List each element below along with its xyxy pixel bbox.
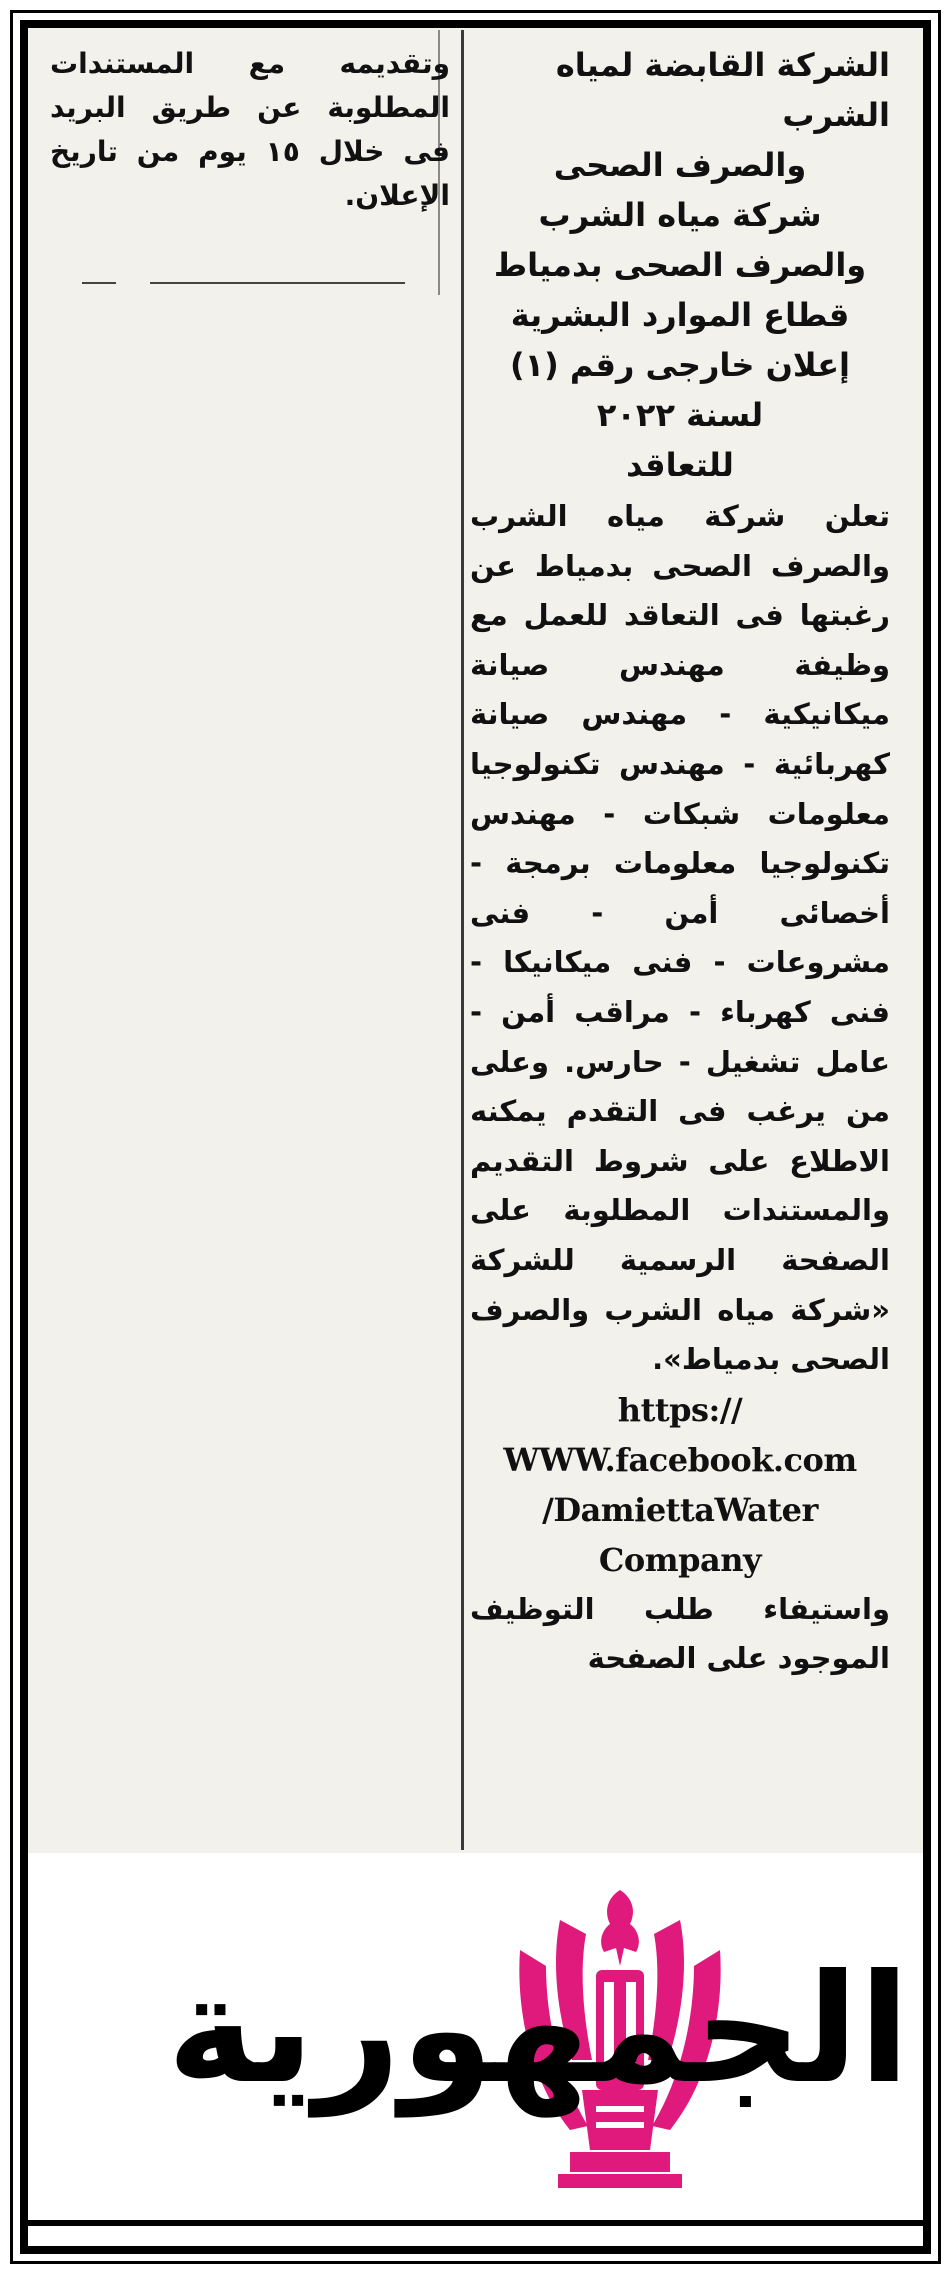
heading-line-7: لسنة ٢٠٢٢ [596, 396, 764, 434]
announcement-tail: واستيفاء طلب التوظيف الموجود على الصفحة [470, 1591, 890, 1676]
bottom-rule [22, 2220, 929, 2226]
announcement-column [470, 40, 890, 1684]
url-line-4: Company [598, 1540, 762, 1579]
heading-line-1: الشركة القابضة لمياه الشرب [555, 46, 890, 134]
heading-line-3: شركة مياه الشرب [538, 196, 822, 234]
url-line-1: https:// [617, 1390, 743, 1429]
heading-line-4: والصرف الصحى بدمياط [493, 246, 867, 284]
url-line-2: WWW.facebook.com [503, 1440, 857, 1479]
announcement-body: تعلن شركة مياه الشرب والصرف الصحى بدمياط عن رغبتها فى التعاقد للعمل مع وظيفة مهندس صيانة ميكانيكية - مهندس صيانة كهربائية - مهندس تكنولوجيا معلومات شبكات - مهندس تكنولوجيا معلومات برمجة - أخصائى أمن - فنى مشروعات - فنى ميكانيكا - فنى كهرباء - مراقب أمن - عامل تشغيل - حارس. وعلى من يرغب فى التقدم يمكنه الاطلاع على شروط التقديم والمستندات المطلوبة على الصفحة الرسمية للشركة «شركة مياه الشرب والصرف الصحى بدمياط». [470, 499, 890, 1377]
left-rule-short [82, 282, 116, 284]
heading-line-5: قطاع الموارد البشرية [510, 296, 850, 334]
url-line-3: /DamiettaWater [542, 1490, 818, 1529]
left-rule-long [150, 282, 405, 284]
heading-line-6: إعلان خارجى رقم (١) [509, 346, 851, 384]
newspaper-masthead: الجمهورية [166, 1943, 910, 2117]
heading-line-8: للتعاقد [626, 446, 734, 484]
heading-line-2: والصرف الصحى [553, 146, 807, 184]
continuation-column: وتقديمه مع المستندات المطلوبة عن طريق البريد فى خلال ١٥ يوم من تاريخ الإعلان. [50, 47, 450, 212]
column-divider [461, 30, 464, 1850]
